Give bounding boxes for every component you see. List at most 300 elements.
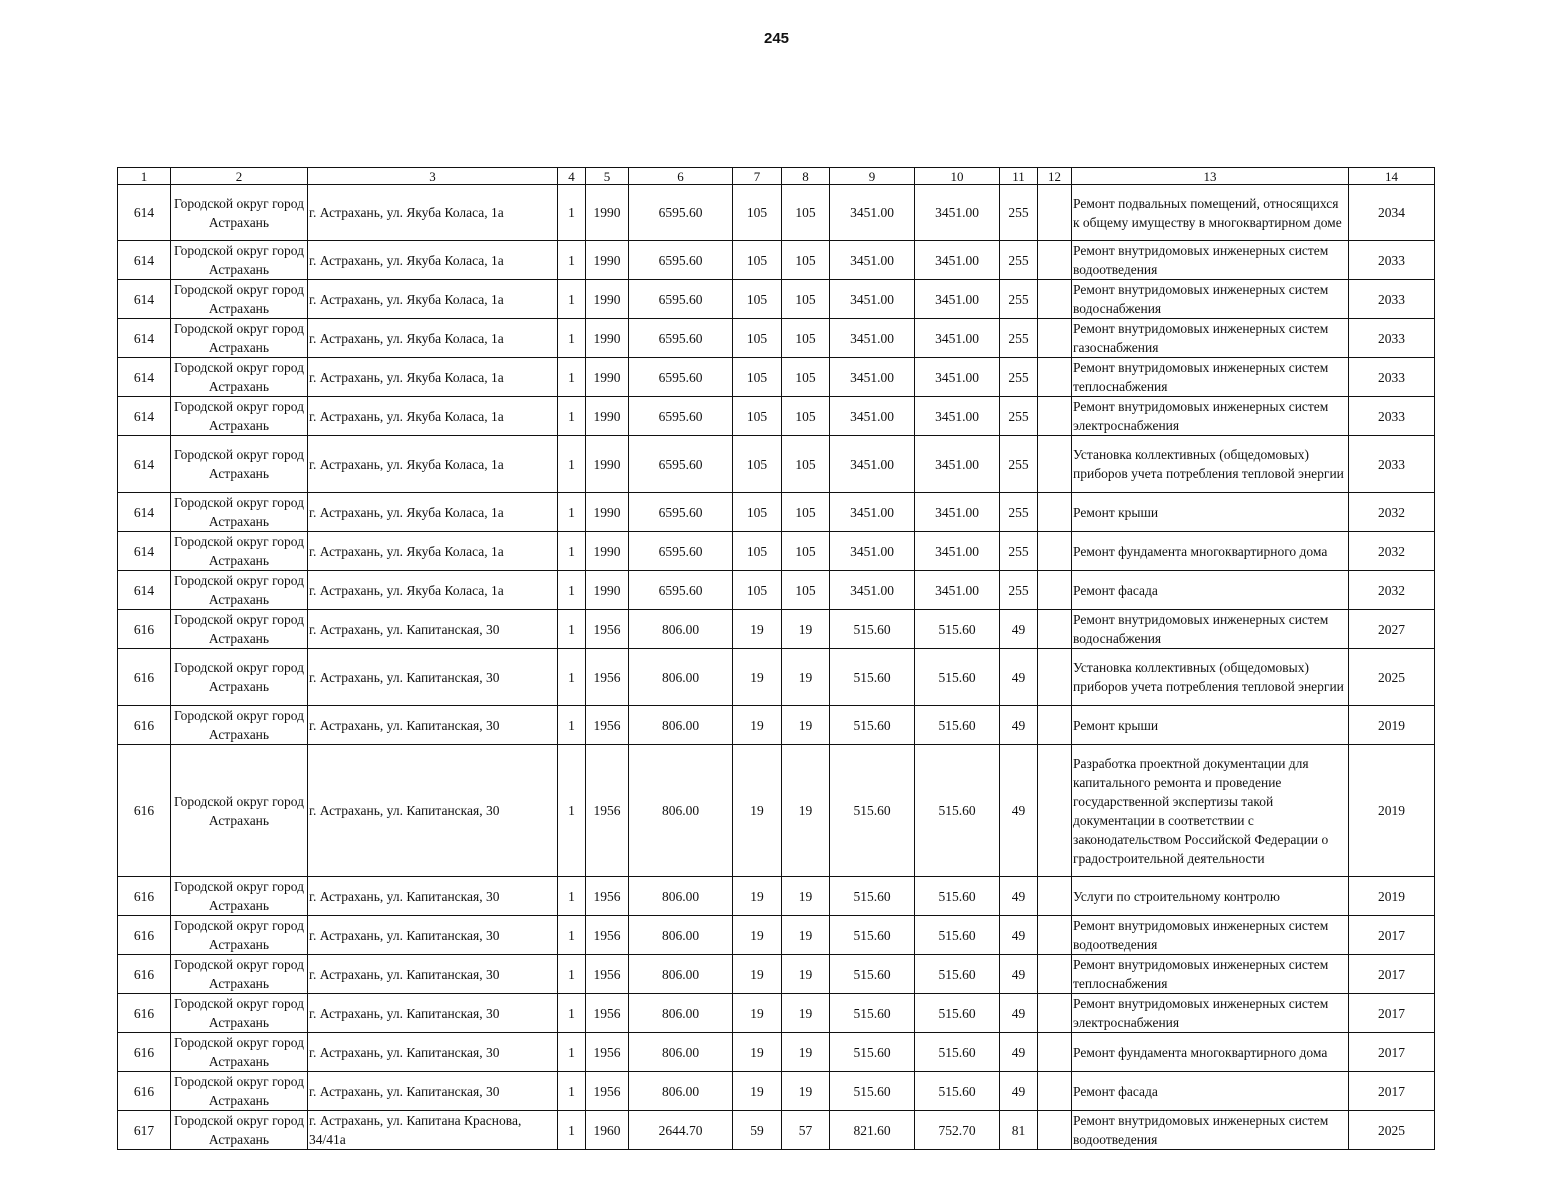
- row-number-cell: 616: [118, 1033, 171, 1072]
- col-12-cell: [1038, 916, 1072, 955]
- row-number-cell: 614: [118, 358, 171, 397]
- build-year-cell: 1956: [586, 706, 629, 745]
- col-12-cell: [1038, 358, 1072, 397]
- planned-year-cell: 2027: [1349, 610, 1435, 649]
- private-area-cell: 515.60: [915, 955, 1000, 994]
- column-header: 10: [915, 168, 1000, 185]
- residents-count-cell: 255: [1000, 436, 1038, 493]
- entrance-count-cell: 1: [558, 280, 586, 319]
- table-row: [118, 436, 1435, 493]
- total-area-cell: 806.00: [629, 706, 733, 745]
- table-row: [118, 185, 1435, 241]
- total-area-cell: 6595.60: [629, 280, 733, 319]
- col-12-cell: [1038, 241, 1072, 280]
- work-type-cell: Ремонт внутридомовых инженерных систем водоотведения: [1072, 241, 1349, 280]
- page-number: 245: [763, 30, 790, 47]
- planned-year-cell: 2019: [1349, 745, 1435, 877]
- apartments-count-cell: 105: [782, 280, 830, 319]
- residents-count-cell: 49: [1000, 610, 1038, 649]
- living-area-cell: 515.60: [830, 610, 915, 649]
- private-area-cell: 3451.00: [915, 358, 1000, 397]
- apartments-count-cell: 105: [782, 185, 830, 241]
- planned-year-cell: 2017: [1349, 1072, 1435, 1111]
- column-header: 13: [1072, 168, 1349, 185]
- entrance-count-cell: 1: [558, 185, 586, 241]
- table-row: [118, 916, 1435, 955]
- table-row: [118, 649, 1435, 706]
- residents-count-cell: 255: [1000, 571, 1038, 610]
- build-year-cell: 1990: [586, 571, 629, 610]
- total-area-cell: 6595.60: [629, 532, 733, 571]
- living-area-cell: 3451.00: [830, 493, 915, 532]
- address-cell: г. Астрахань, ул. Якуба Коласа, 1а: [308, 241, 558, 280]
- build-year-cell: 1990: [586, 241, 629, 280]
- apartments-count-cell: 105: [782, 358, 830, 397]
- apartments-total-cell: 19: [733, 1072, 782, 1111]
- col-12-cell: [1038, 610, 1072, 649]
- total-area-cell: 6595.60: [629, 358, 733, 397]
- entrance-count-cell: 1: [558, 241, 586, 280]
- apartments-total-cell: 19: [733, 706, 782, 745]
- planned-year-cell: 2033: [1349, 358, 1435, 397]
- living-area-cell: 515.60: [830, 1033, 915, 1072]
- private-area-cell: 3451.00: [915, 185, 1000, 241]
- living-area-cell: 515.60: [830, 877, 915, 916]
- private-area-cell: 515.60: [915, 649, 1000, 706]
- entrance-count-cell: 1: [558, 1111, 586, 1150]
- total-area-cell: 6595.60: [629, 436, 733, 493]
- table-row: [118, 706, 1435, 745]
- entrance-count-cell: 1: [558, 532, 586, 571]
- row-number-cell: 614: [118, 280, 171, 319]
- planned-year-cell: 2033: [1349, 397, 1435, 436]
- municipality-cell: Городской округ город Астрахань: [171, 571, 308, 610]
- planned-year-cell: 2033: [1349, 436, 1435, 493]
- build-year-cell: 1956: [586, 994, 629, 1033]
- col-12-cell: [1038, 493, 1072, 532]
- private-area-cell: 515.60: [915, 1033, 1000, 1072]
- municipality-cell: Городской округ город Астрахань: [171, 358, 308, 397]
- apartments-total-cell: 59: [733, 1111, 782, 1150]
- residents-count-cell: 49: [1000, 877, 1038, 916]
- living-area-cell: 515.60: [830, 994, 915, 1033]
- planned-year-cell: 2032: [1349, 571, 1435, 610]
- build-year-cell: 1956: [586, 916, 629, 955]
- apartments-total-cell: 105: [733, 241, 782, 280]
- build-year-cell: 1960: [586, 1111, 629, 1150]
- entrance-count-cell: 1: [558, 610, 586, 649]
- living-area-cell: 3451.00: [830, 280, 915, 319]
- address-cell: г. Астрахань, ул. Капитанская, 30: [308, 1072, 558, 1111]
- total-area-cell: 806.00: [629, 877, 733, 916]
- living-area-cell: 3451.00: [830, 397, 915, 436]
- address-cell: г. Астрахань, ул. Якуба Коласа, 1а: [308, 571, 558, 610]
- row-number-cell: 616: [118, 1072, 171, 1111]
- living-area-cell: 515.60: [830, 706, 915, 745]
- entrance-count-cell: 1: [558, 1072, 586, 1111]
- column-header: 14: [1349, 168, 1435, 185]
- work-type-cell: Ремонт фундамента многоквартирного дома: [1072, 532, 1349, 571]
- work-type-cell: Ремонт внутридомовых инженерных систем электроснабжения: [1072, 397, 1349, 436]
- col-12-cell: [1038, 1033, 1072, 1072]
- municipality-cell: Городской округ город Астрахань: [171, 1111, 308, 1150]
- planned-year-cell: 2032: [1349, 493, 1435, 532]
- work-type-cell: Ремонт фундамента многоквартирного дома: [1072, 1033, 1349, 1072]
- apartments-count-cell: 19: [782, 877, 830, 916]
- municipality-cell: Городской округ город Астрахань: [171, 280, 308, 319]
- private-area-cell: 752.70: [915, 1111, 1000, 1150]
- residents-count-cell: 255: [1000, 185, 1038, 241]
- col-12-cell: [1038, 955, 1072, 994]
- build-year-cell: 1990: [586, 280, 629, 319]
- planned-year-cell: 2034: [1349, 185, 1435, 241]
- private-area-cell: 515.60: [915, 610, 1000, 649]
- table-row: [118, 1111, 1435, 1150]
- build-year-cell: 1956: [586, 745, 629, 877]
- row-number-cell: 616: [118, 916, 171, 955]
- municipality-cell: Городской округ город Астрахань: [171, 532, 308, 571]
- apartments-count-cell: 19: [782, 649, 830, 706]
- apartments-count-cell: 105: [782, 493, 830, 532]
- planned-year-cell: 2017: [1349, 994, 1435, 1033]
- planned-year-cell: 2033: [1349, 319, 1435, 358]
- table-row: [118, 877, 1435, 916]
- apartments-total-cell: 19: [733, 649, 782, 706]
- private-area-cell: 3451.00: [915, 493, 1000, 532]
- total-area-cell: 806.00: [629, 610, 733, 649]
- municipality-cell: Городской округ город Астрахань: [171, 397, 308, 436]
- entrance-count-cell: 1: [558, 319, 586, 358]
- work-type-cell: Ремонт фасада: [1072, 571, 1349, 610]
- living-area-cell: 3451.00: [830, 185, 915, 241]
- work-type-cell: Разработка проектной документации для капитального ремонта и проведение государственной экспертизы такой документации в соответствии с законодательством Российской Федерации о градостроительной деятельности: [1072, 745, 1349, 877]
- work-type-cell: Ремонт подвальных помещений, относящихся к общему имуществу в многоквартирном доме: [1072, 185, 1349, 241]
- build-year-cell: 1956: [586, 610, 629, 649]
- col-12-cell: [1038, 877, 1072, 916]
- column-header: 12: [1038, 168, 1072, 185]
- address-cell: г. Астрахань, ул. Капитанская, 30: [308, 916, 558, 955]
- row-number-cell: 616: [118, 994, 171, 1033]
- build-year-cell: 1990: [586, 493, 629, 532]
- address-cell: г. Астрахань, ул. Капитанская, 30: [308, 877, 558, 916]
- column-header: 1: [118, 168, 171, 185]
- apartments-total-cell: 105: [733, 571, 782, 610]
- table-row: [118, 1072, 1435, 1111]
- municipality-cell: Городской округ город Астрахань: [171, 916, 308, 955]
- build-year-cell: 1990: [586, 397, 629, 436]
- table-row: [118, 1033, 1435, 1072]
- residents-count-cell: 255: [1000, 397, 1038, 436]
- address-cell: г. Астрахань, ул. Капитанская, 30: [308, 955, 558, 994]
- entrance-count-cell: 1: [558, 994, 586, 1033]
- build-year-cell: 1990: [586, 436, 629, 493]
- apartments-count-cell: 105: [782, 532, 830, 571]
- table-row: [118, 280, 1435, 319]
- planned-year-cell: 2025: [1349, 1111, 1435, 1150]
- living-area-cell: 3451.00: [830, 571, 915, 610]
- column-header: 2: [171, 168, 308, 185]
- row-number-cell: 616: [118, 955, 171, 994]
- total-area-cell: 6595.60: [629, 185, 733, 241]
- residents-count-cell: 49: [1000, 1072, 1038, 1111]
- build-year-cell: 1990: [586, 319, 629, 358]
- apartments-total-cell: 19: [733, 610, 782, 649]
- municipality-cell: Городской округ город Астрахань: [171, 493, 308, 532]
- residents-count-cell: 255: [1000, 493, 1038, 532]
- address-cell: г. Астрахань, ул. Якуба Коласа, 1а: [308, 493, 558, 532]
- apartments-count-cell: 105: [782, 571, 830, 610]
- row-number-cell: 614: [118, 493, 171, 532]
- entrance-count-cell: 1: [558, 1033, 586, 1072]
- col-12-cell: [1038, 1111, 1072, 1150]
- column-header: 6: [629, 168, 733, 185]
- column-header: 5: [586, 168, 629, 185]
- build-year-cell: 1990: [586, 185, 629, 241]
- residents-count-cell: 49: [1000, 745, 1038, 877]
- apartments-total-cell: 19: [733, 955, 782, 994]
- apartments-total-cell: 105: [733, 436, 782, 493]
- col-12-cell: [1038, 319, 1072, 358]
- col-12-cell: [1038, 994, 1072, 1033]
- build-year-cell: 1956: [586, 649, 629, 706]
- apartments-total-cell: 19: [733, 877, 782, 916]
- total-area-cell: 806.00: [629, 649, 733, 706]
- residents-count-cell: 49: [1000, 916, 1038, 955]
- apartments-total-cell: 105: [733, 532, 782, 571]
- municipality-cell: Городской округ город Астрахань: [171, 241, 308, 280]
- address-cell: г. Астрахань, ул. Капитанская, 30: [308, 745, 558, 877]
- residents-count-cell: 49: [1000, 1033, 1038, 1072]
- total-area-cell: 6595.60: [629, 319, 733, 358]
- col-12-cell: [1038, 706, 1072, 745]
- apartments-count-cell: 105: [782, 241, 830, 280]
- total-area-cell: 806.00: [629, 916, 733, 955]
- total-area-cell: 806.00: [629, 1033, 733, 1072]
- planned-year-cell: 2025: [1349, 649, 1435, 706]
- total-area-cell: 6595.60: [629, 571, 733, 610]
- private-area-cell: 515.60: [915, 706, 1000, 745]
- table-row: [118, 241, 1435, 280]
- apartments-count-cell: 105: [782, 397, 830, 436]
- living-area-cell: 3451.00: [830, 436, 915, 493]
- row-number-cell: 616: [118, 745, 171, 877]
- apartments-count-cell: 19: [782, 994, 830, 1033]
- private-area-cell: 3451.00: [915, 571, 1000, 610]
- apartments-total-cell: 105: [733, 358, 782, 397]
- col-12-cell: [1038, 185, 1072, 241]
- planned-year-cell: 2017: [1349, 916, 1435, 955]
- row-number-cell: 616: [118, 649, 171, 706]
- row-number-cell: 614: [118, 241, 171, 280]
- address-cell: г. Астрахань, ул. Якуба Коласа, 1а: [308, 319, 558, 358]
- municipality-cell: Городской округ город Астрахань: [171, 319, 308, 358]
- work-type-cell: Услуги по строительному контролю: [1072, 877, 1349, 916]
- col-12-cell: [1038, 571, 1072, 610]
- apartments-total-cell: 105: [733, 280, 782, 319]
- residents-count-cell: 255: [1000, 532, 1038, 571]
- apartments-count-cell: 19: [782, 955, 830, 994]
- living-area-cell: 515.60: [830, 955, 915, 994]
- planned-year-cell: 2017: [1349, 1033, 1435, 1072]
- col-12-cell: [1038, 532, 1072, 571]
- col-12-cell: [1038, 649, 1072, 706]
- planned-year-cell: 2033: [1349, 241, 1435, 280]
- residents-count-cell: 255: [1000, 319, 1038, 358]
- table-row: [118, 397, 1435, 436]
- table-row: [118, 358, 1435, 397]
- total-area-cell: 806.00: [629, 1072, 733, 1111]
- work-type-cell: Ремонт крыши: [1072, 706, 1349, 745]
- address-cell: г. Астрахань, ул. Якуба Коласа, 1а: [308, 280, 558, 319]
- planned-year-cell: 2032: [1349, 532, 1435, 571]
- municipality-cell: Городской округ город Астрахань: [171, 877, 308, 916]
- address-cell: г. Астрахань, ул. Якуба Коласа, 1а: [308, 185, 558, 241]
- column-header: 4: [558, 168, 586, 185]
- entrance-count-cell: 1: [558, 706, 586, 745]
- row-number-cell: 614: [118, 532, 171, 571]
- planned-year-cell: 2019: [1349, 706, 1435, 745]
- build-year-cell: 1990: [586, 532, 629, 571]
- living-area-cell: 3451.00: [830, 241, 915, 280]
- planned-year-cell: 2033: [1349, 280, 1435, 319]
- work-type-cell: Ремонт внутридомовых инженерных систем теплоснабжения: [1072, 358, 1349, 397]
- build-year-cell: 1956: [586, 1033, 629, 1072]
- apartments-total-cell: 19: [733, 1033, 782, 1072]
- table-row: [118, 532, 1435, 571]
- apartments-count-cell: 19: [782, 1033, 830, 1072]
- address-cell: г. Астрахань, ул. Капитанская, 30: [308, 610, 558, 649]
- living-area-cell: 515.60: [830, 916, 915, 955]
- apartments-count-cell: 19: [782, 745, 830, 877]
- entrance-count-cell: 1: [558, 877, 586, 916]
- column-header: 9: [830, 168, 915, 185]
- living-area-cell: 3451.00: [830, 358, 915, 397]
- row-number-cell: 614: [118, 436, 171, 493]
- address-cell: г. Астрахань, ул. Якуба Коласа, 1а: [308, 397, 558, 436]
- municipality-cell: Городской округ город Астрахань: [171, 1033, 308, 1072]
- row-number-cell: 614: [118, 397, 171, 436]
- apartments-total-cell: 19: [733, 994, 782, 1033]
- apartments-total-cell: 19: [733, 745, 782, 877]
- row-number-cell: 614: [118, 319, 171, 358]
- residents-count-cell: 81: [1000, 1111, 1038, 1150]
- table-row: [118, 319, 1435, 358]
- col-12-cell: [1038, 1072, 1072, 1111]
- private-area-cell: 3451.00: [915, 532, 1000, 571]
- residents-count-cell: 49: [1000, 706, 1038, 745]
- apartments-total-cell: 105: [733, 397, 782, 436]
- municipality-cell: Городской округ город Астрахань: [171, 745, 308, 877]
- entrance-count-cell: 1: [558, 397, 586, 436]
- residents-count-cell: 49: [1000, 649, 1038, 706]
- total-area-cell: 6595.60: [629, 493, 733, 532]
- apartments-count-cell: 19: [782, 1072, 830, 1111]
- residents-count-cell: 255: [1000, 241, 1038, 280]
- row-number-cell: 617: [118, 1111, 171, 1150]
- column-header: 7: [733, 168, 782, 185]
- municipality-cell: Городской округ город Астрахань: [171, 955, 308, 994]
- entrance-count-cell: 1: [558, 436, 586, 493]
- table-row: [118, 955, 1435, 994]
- entrance-count-cell: 1: [558, 493, 586, 532]
- living-area-cell: 515.60: [830, 1072, 915, 1111]
- row-number-cell: 616: [118, 706, 171, 745]
- build-year-cell: 1990: [586, 358, 629, 397]
- municipality-cell: Городской округ город Астрахань: [171, 436, 308, 493]
- address-cell: г. Астрахань, ул. Капитана Краснова, 34/41а: [308, 1111, 558, 1150]
- col-12-cell: [1038, 280, 1072, 319]
- residents-count-cell: 49: [1000, 955, 1038, 994]
- address-cell: г. Астрахань, ул. Якуба Коласа, 1а: [308, 358, 558, 397]
- private-area-cell: 3451.00: [915, 280, 1000, 319]
- address-cell: г. Астрахань, ул. Капитанская, 30: [308, 1033, 558, 1072]
- apartments-count-cell: 19: [782, 706, 830, 745]
- table-row: [118, 994, 1435, 1033]
- municipality-cell: Городской округ город Астрахань: [171, 1072, 308, 1111]
- residents-count-cell: 255: [1000, 358, 1038, 397]
- total-area-cell: 806.00: [629, 955, 733, 994]
- living-area-cell: 515.60: [830, 649, 915, 706]
- work-type-cell: Ремонт внутридомовых инженерных систем теплоснабжения: [1072, 955, 1349, 994]
- total-area-cell: 6595.60: [629, 397, 733, 436]
- private-area-cell: 515.60: [915, 1072, 1000, 1111]
- planned-year-cell: 2019: [1349, 877, 1435, 916]
- row-number-cell: 616: [118, 877, 171, 916]
- entrance-count-cell: 1: [558, 358, 586, 397]
- total-area-cell: 2644.70: [629, 1111, 733, 1150]
- work-type-cell: Ремонт внутридомовых инженерных систем газоснабжения: [1072, 319, 1349, 358]
- apartments-count-cell: 105: [782, 436, 830, 493]
- work-type-cell: Ремонт внутридомовых инженерных систем электроснабжения: [1072, 994, 1349, 1033]
- apartments-total-cell: 19: [733, 916, 782, 955]
- apartments-total-cell: 105: [733, 185, 782, 241]
- table-row: [118, 745, 1435, 877]
- living-area-cell: 3451.00: [830, 532, 915, 571]
- private-area-cell: 515.60: [915, 745, 1000, 877]
- apartments-total-cell: 105: [733, 493, 782, 532]
- column-header: 3: [308, 168, 558, 185]
- apartments-count-cell: 19: [782, 916, 830, 955]
- address-cell: г. Астрахань, ул. Капитанская, 30: [308, 706, 558, 745]
- table-row: [118, 493, 1435, 532]
- living-area-cell: 515.60: [830, 745, 915, 877]
- private-area-cell: 515.60: [915, 877, 1000, 916]
- work-type-cell: Ремонт фасада: [1072, 1072, 1349, 1111]
- column-header: 11: [1000, 168, 1038, 185]
- build-year-cell: 1956: [586, 877, 629, 916]
- address-cell: г. Астрахань, ул. Капитанская, 30: [308, 649, 558, 706]
- private-area-cell: 3451.00: [915, 397, 1000, 436]
- work-type-cell: Установка коллективных (общедомовых) приборов учета потребления тепловой энергии: [1072, 436, 1349, 493]
- apartments-total-cell: 105: [733, 319, 782, 358]
- apartments-count-cell: 19: [782, 610, 830, 649]
- municipality-cell: Городской округ город Астрахань: [171, 649, 308, 706]
- entrance-count-cell: 1: [558, 916, 586, 955]
- build-year-cell: 1956: [586, 1072, 629, 1111]
- row-number-cell: 616: [118, 610, 171, 649]
- address-cell: г. Астрахань, ул. Якуба Коласа, 1а: [308, 436, 558, 493]
- column-header: 8: [782, 168, 830, 185]
- municipality-cell: Городской округ город Астрахань: [171, 994, 308, 1033]
- work-type-cell: Ремонт внутридомовых инженерных систем водоотведения: [1072, 916, 1349, 955]
- private-area-cell: 3451.00: [915, 319, 1000, 358]
- private-area-cell: 515.60: [915, 994, 1000, 1033]
- planned-year-cell: 2017: [1349, 955, 1435, 994]
- entrance-count-cell: 1: [558, 649, 586, 706]
- total-area-cell: 806.00: [629, 745, 733, 877]
- municipality-cell: Городской округ город Астрахань: [171, 610, 308, 649]
- work-type-cell: Ремонт крыши: [1072, 493, 1349, 532]
